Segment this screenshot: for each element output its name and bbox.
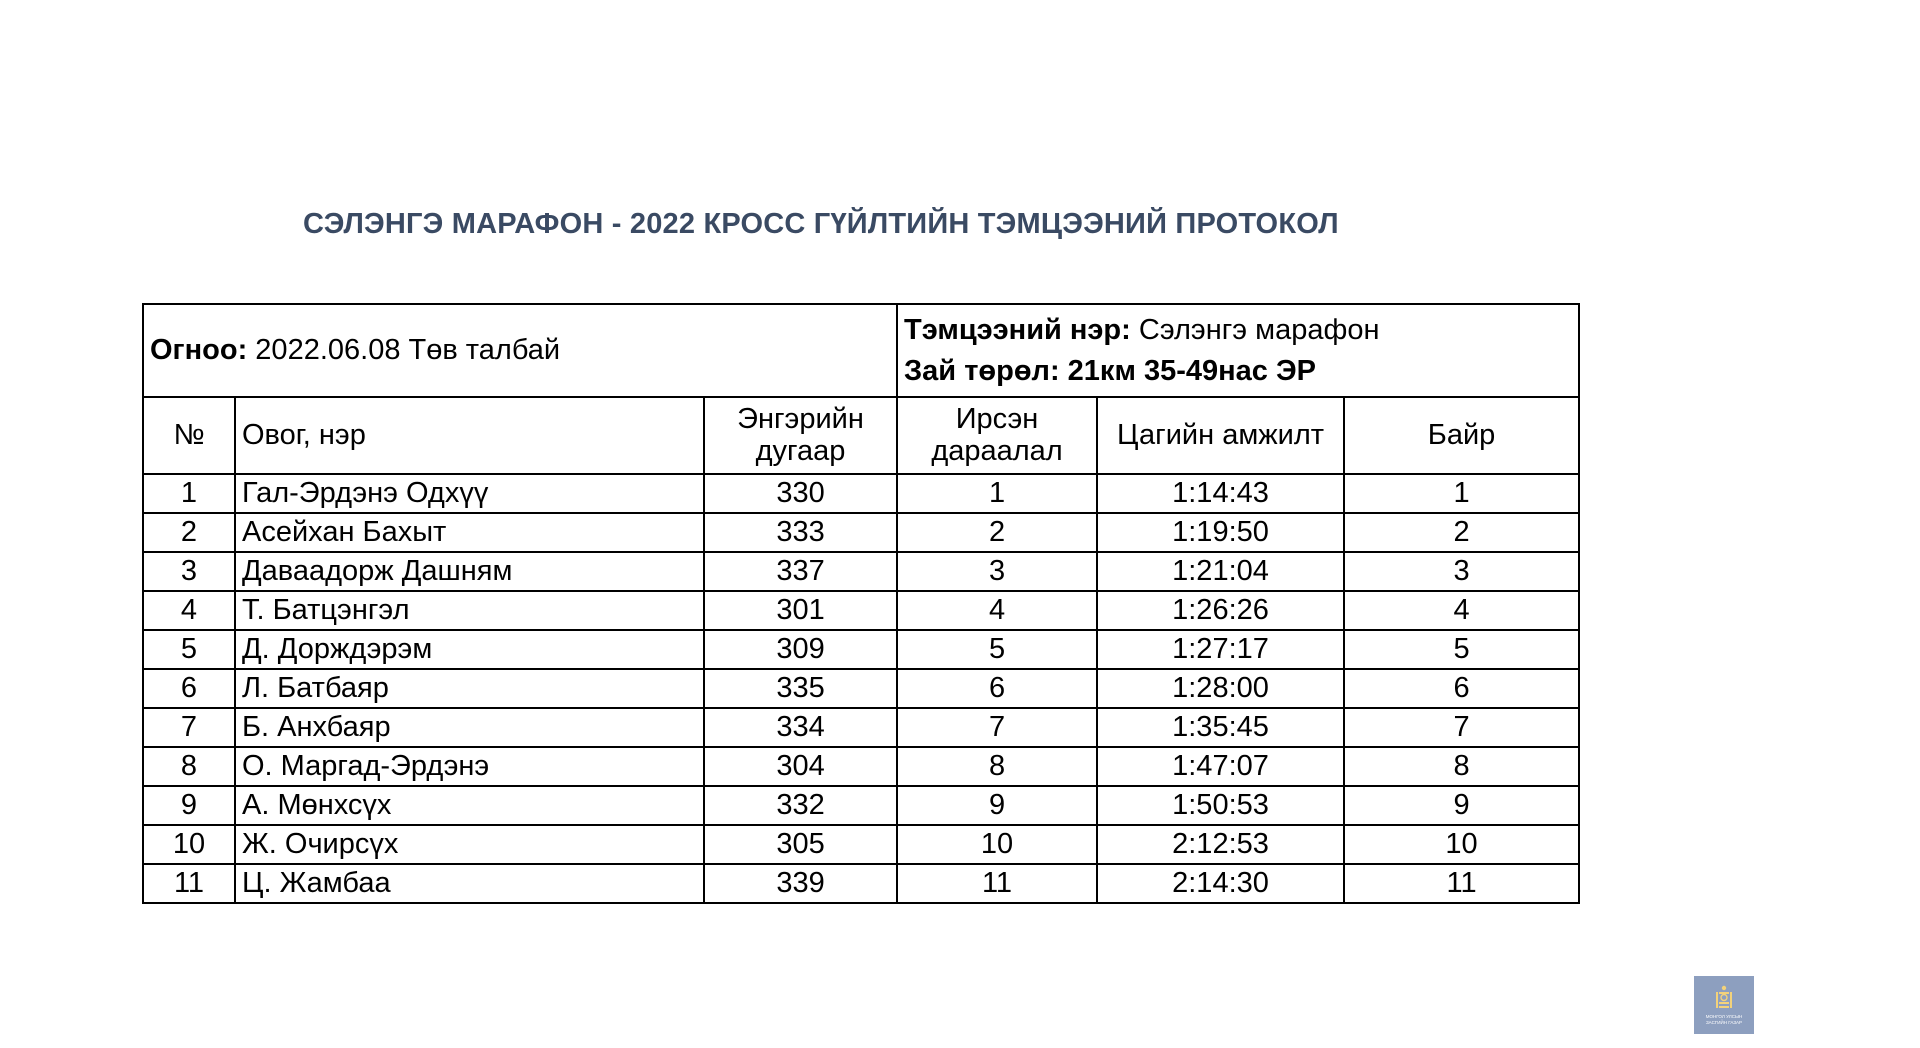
- cell-name: Л. Батбаяр: [235, 669, 704, 708]
- table-row: [143, 591, 1579, 630]
- table-row: [143, 708, 1579, 747]
- cell-name: Т. Батцэнгэл: [235, 591, 704, 630]
- cell-bib: 335: [704, 669, 897, 708]
- cell-name: Д. Дорждэрэм: [235, 630, 704, 669]
- date-cell: [143, 304, 897, 397]
- table-row: [143, 786, 1579, 825]
- cell-bib: 330: [704, 474, 897, 513]
- cell-name: Ж. Очирсүх: [235, 825, 704, 864]
- event-cell: [897, 304, 1579, 397]
- cell-name: Асейхан Бахыт: [235, 513, 704, 552]
- cell-arrival: 2: [897, 513, 1097, 552]
- table-row: [143, 669, 1579, 708]
- table-row: [143, 630, 1579, 669]
- cell-place: 4: [1344, 591, 1579, 630]
- table-row: [143, 552, 1579, 591]
- cell-time: 2:14:30: [1097, 864, 1344, 903]
- cell-time: 1:28:00: [1097, 669, 1344, 708]
- cell-bib: 339: [704, 864, 897, 903]
- cell-arrival: 6: [897, 669, 1097, 708]
- cell-name: Даваадорж Дашням: [235, 552, 704, 591]
- cell-arrival: 8: [897, 747, 1097, 786]
- cell-time: 2:12:53: [1097, 825, 1344, 864]
- cell-no: 7: [143, 708, 235, 747]
- cell-time: 1:14:43: [1097, 474, 1344, 513]
- cell-arrival: 4: [897, 591, 1097, 630]
- header-name: Овог, нэр: [235, 397, 704, 474]
- cell-place: 6: [1344, 669, 1579, 708]
- cell-place: 5: [1344, 630, 1579, 669]
- header-place: Байр: [1344, 397, 1579, 474]
- cell-bib: 333: [704, 513, 897, 552]
- cell-bib: 301: [704, 591, 897, 630]
- page-title: СЭЛЭНГЭ МАРАФОН - 2022 КРОСС ГҮЙЛТИЙН ТЭМЦЭЭНИЙ ПРОТОКОЛ: [303, 208, 1339, 240]
- cell-arrival: 9: [897, 786, 1097, 825]
- cell-name: А. Мөнхсүх: [235, 786, 704, 825]
- header-arrival-line2: дараалал: [931, 434, 1063, 467]
- cell-no: 6: [143, 669, 235, 708]
- table-row: [143, 747, 1579, 786]
- cell-no: 10: [143, 825, 235, 864]
- header-bib-line1: Энгэрийн: [737, 402, 864, 435]
- event-label: Тэмцээний нэр:: [904, 313, 1131, 346]
- header-row: [143, 397, 1579, 474]
- cell-no: 4: [143, 591, 235, 630]
- header-arrival-line1: Ирсэн: [955, 402, 1039, 435]
- table-row: [143, 864, 1579, 903]
- cell-arrival: 7: [897, 708, 1097, 747]
- cell-bib: 309: [704, 630, 897, 669]
- cell-time: 1:47:07: [1097, 747, 1344, 786]
- cell-place: 8: [1344, 747, 1579, 786]
- header-time: Цагийн амжилт: [1097, 397, 1344, 474]
- cell-place: 7: [1344, 708, 1579, 747]
- cell-arrival: 5: [897, 630, 1097, 669]
- logo-line1: МОНГОЛ УЛСЫН: [1705, 1014, 1743, 1020]
- date-label: Огноо:: [150, 333, 248, 366]
- cell-time: 1:50:53: [1097, 786, 1344, 825]
- cell-arrival: 11: [897, 864, 1097, 903]
- cell-no: 9: [143, 786, 235, 825]
- cell-place: 1: [1344, 474, 1579, 513]
- table-row: [143, 474, 1579, 513]
- cell-bib: 332: [704, 786, 897, 825]
- soyombo-emblem-icon: [1713, 984, 1735, 1014]
- cell-time: 1:35:45: [1097, 708, 1344, 747]
- cell-arrival: 1: [897, 474, 1097, 513]
- info-row: [143, 304, 1579, 397]
- cell-name: Б. Анхбаяр: [235, 708, 704, 747]
- date-value: 2022.06.08 Төв талбай: [247, 333, 561, 366]
- cell-time: 1:26:26: [1097, 591, 1344, 630]
- header-no: №: [143, 397, 235, 474]
- cell-place: 2: [1344, 513, 1579, 552]
- cell-bib: 337: [704, 552, 897, 591]
- cell-time: 1:19:50: [1097, 513, 1344, 552]
- cell-bib: 304: [704, 747, 897, 786]
- cell-name: Гал-Эрдэнэ Одхүү: [235, 474, 704, 513]
- cell-no: 5: [143, 630, 235, 669]
- logo-line2: ЗАСГИЙН ГАЗАР: [1705, 1020, 1743, 1025]
- header-bib-line2: дугаар: [755, 434, 846, 467]
- cell-no: 8: [143, 747, 235, 786]
- event-value: Сэлэнгэ марафон: [1130, 313, 1380, 346]
- cell-time: 1:27:17: [1097, 630, 1344, 669]
- cell-place: 11: [1344, 864, 1579, 903]
- results-table: [142, 303, 1580, 904]
- cell-place: 3: [1344, 552, 1579, 591]
- cell-arrival: 10: [897, 825, 1097, 864]
- cell-place: 10: [1344, 825, 1579, 864]
- cell-name: О. Маргад-Эрдэнэ: [235, 747, 704, 786]
- cell-name: Ц. Жамбаа: [235, 864, 704, 903]
- cell-bib: 305: [704, 825, 897, 864]
- cell-place: 9: [1344, 786, 1579, 825]
- cell-no: 11: [143, 864, 235, 903]
- cell-time: 1:21:04: [1097, 552, 1344, 591]
- cell-no: 3: [143, 552, 235, 591]
- distance-label: Зай төрөл: 21км 35-49нас ЭР: [904, 354, 1316, 387]
- cell-no: 1: [143, 474, 235, 513]
- cell-bib: 334: [704, 708, 897, 747]
- government-logo: [1694, 976, 1754, 1034]
- table-row: [143, 825, 1579, 864]
- cell-arrival: 3: [897, 552, 1097, 591]
- table-row: [143, 513, 1579, 552]
- cell-no: 2: [143, 513, 235, 552]
- header-arrival: [897, 397, 1097, 474]
- header-bib: [704, 397, 897, 474]
